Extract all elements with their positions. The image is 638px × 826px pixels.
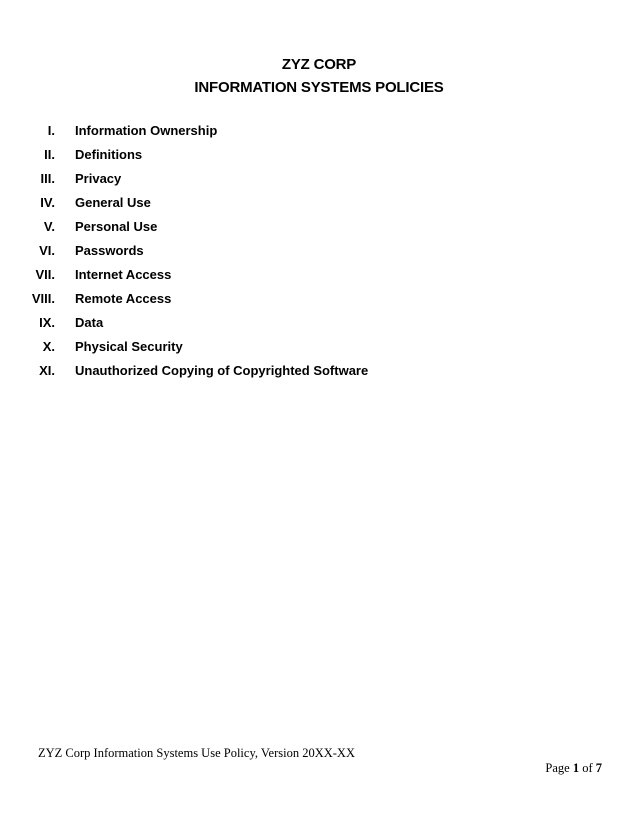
toc-label: Privacy — [75, 171, 122, 186]
toc-numeral: VI. — [39, 243, 55, 258]
toc-label: Definitions — [75, 147, 143, 162]
document-title: INFORMATION SYSTEMS POLICIES — [194, 79, 444, 96]
toc-numeral: IV. — [40, 195, 55, 210]
toc-label: Personal Use — [75, 219, 158, 234]
toc-item — [0, 287, 638, 311]
toc-item — [0, 239, 638, 263]
toc-label: General Use — [75, 195, 151, 210]
toc-numeral: X. — [42, 339, 55, 354]
toc-item — [0, 167, 638, 191]
toc-label: Remote Access — [75, 291, 172, 306]
toc-numeral: I. — [47, 123, 55, 138]
page-prefix: Page — [545, 761, 570, 775]
page-of: of — [582, 761, 593, 775]
toc-label: Internet Access — [75, 267, 172, 282]
toc-item — [0, 119, 638, 143]
toc-label: Passwords — [75, 243, 144, 258]
toc-item — [0, 263, 638, 287]
toc-label: Physical Security — [75, 339, 183, 354]
company-name: ZYZ CORP — [281, 56, 357, 73]
footer-version-text: ZYZ Corp Information Systems Use Policy, Version 20XX-XX — [38, 746, 355, 760]
toc-item — [0, 191, 638, 215]
table-of-contents — [0, 119, 638, 383]
page-indicator — [545, 760, 602, 776]
toc-numeral: VII. — [35, 267, 55, 282]
document-title-block — [0, 53, 638, 99]
toc-item — [0, 335, 638, 359]
toc-item — [0, 215, 638, 239]
toc-numeral: III. — [40, 171, 55, 186]
page-current: 1 — [572, 761, 580, 775]
page-total: 7 — [595, 761, 602, 775]
toc-numeral: II. — [44, 147, 55, 162]
toc-item — [0, 311, 638, 335]
toc-label: Unauthorized Copying of Copyrighted Software — [75, 363, 369, 378]
toc-label: Information Ownership — [75, 123, 218, 138]
toc-numeral: XI. — [39, 363, 55, 378]
toc-item — [0, 359, 638, 383]
toc-numeral: VIII. — [31, 291, 55, 306]
toc-label: Data — [75, 315, 104, 330]
toc-numeral: V. — [43, 219, 55, 234]
toc-numeral: IX. — [39, 315, 55, 330]
toc-item — [0, 143, 638, 167]
